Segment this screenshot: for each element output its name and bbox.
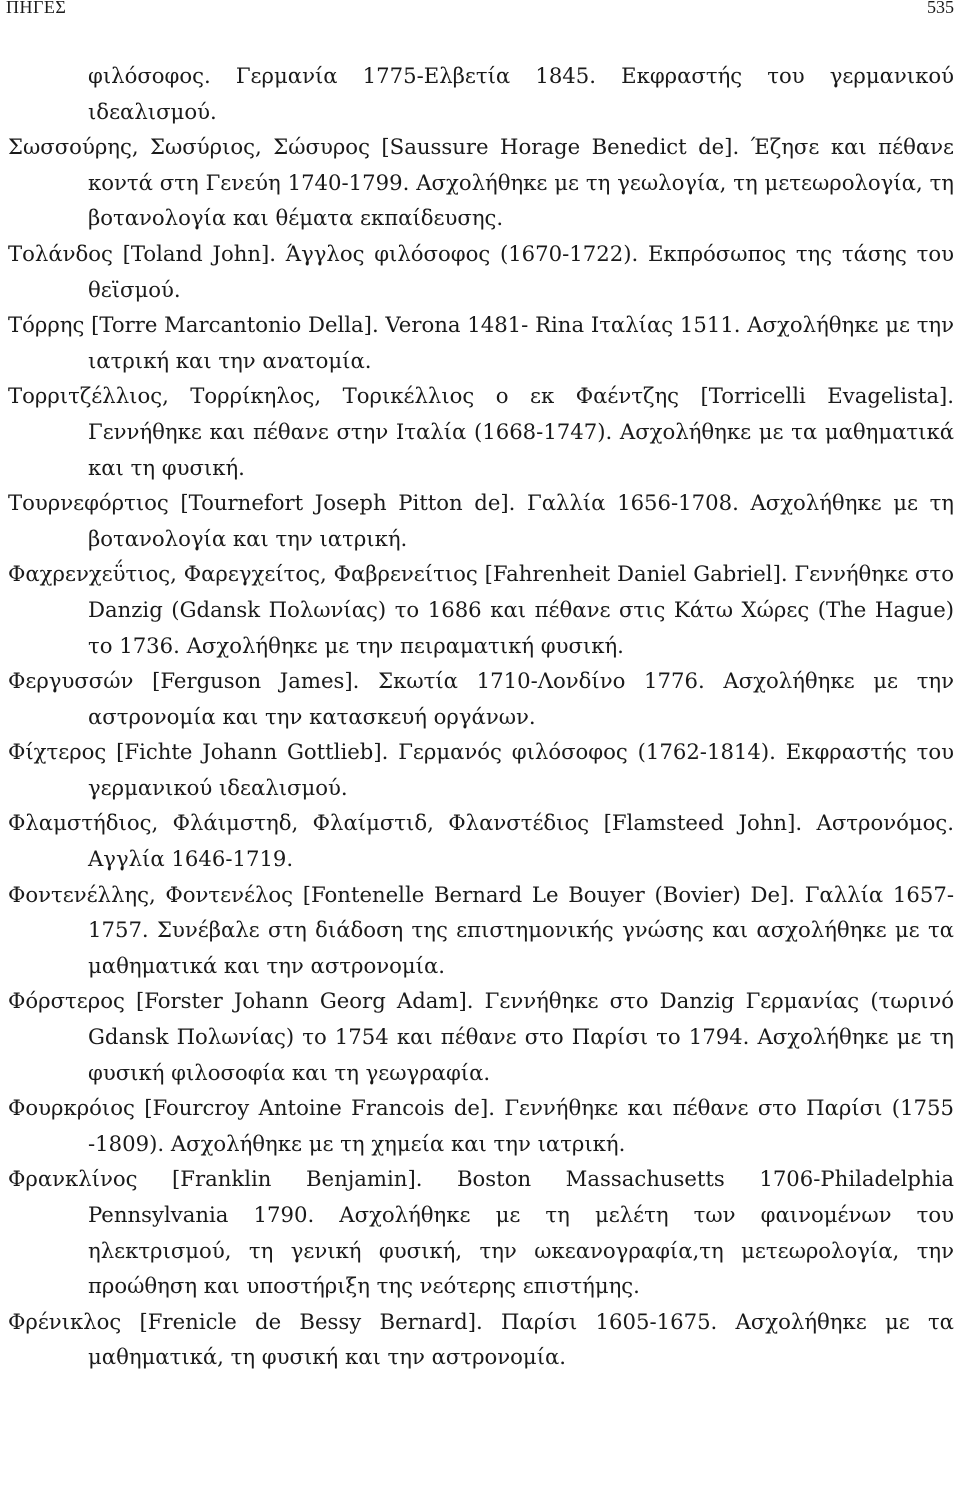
entry-toland: Τολάνδος [Toland John]. Άγγλος φιλόσοφος (1670-1722). Εκπρόσωπος της τάσης του θεϊσμού.	[8, 240, 954, 302]
entry-torre: Τόρρης [Torre Marcantonio Della]. Verona 1481- Rina Ιταλίας 1511. Ασχολήθηκε με την ιατρική και την ανατομία.	[8, 312, 954, 373]
entry-franklin: Φρανκλίνος [Franklin Benjamin]. Boston Massachusetts 1706-Philadelphia Pennsylvania 1790. Ασχολήθηκε με τη μελέτη των φαινομένων του ηλεκτρισμού, τη γενική φυσική, την ωκεανογραφία,τη μετεωρολογία, την προώθηση και υποστήριξη της νεότερης επιστήμης.	[8, 1166, 954, 1299]
entry-torricelli: Τορριτζέλλιος, Τορρίκηλος, Τορικέλλιος ο εκ Φαέντζης [Torricelli Evagelista]. Γεννήθηκε και πέθανε στην Ιταλία (1668-1747). Ασχολήθηκε με τα μαθηματικά και τη φυσική.	[8, 383, 954, 480]
page-number: 535	[927, 0, 954, 17]
entry-fahrenheit: Φαχρενχεΰτιος, Φαρεγχείτος, Φαβρενείτιος [Fahrenheit Daniel Gabriel]. Γεννήθηκε στο Danzig (Gdansk Πολωνίας) το 1686 και πέθανε στις Κάτω Χώρες (The Hague) το 1736. Ασχολήθηκε με την πειραματική φυσική.	[8, 561, 954, 658]
running-head-title: ΠΗΓΕΣ	[6, 0, 67, 17]
entry-forster: Φόρστερος [Forster Johann Georg Adam]. Γεννήθηκε στο Danzig Γερμανίας (τωρινό Gdansk Πολωνίας) το 1754 και πέθανε στο Παρίσι το 1794. Ασχολήθηκε με τη φυσική φιλοσοφία και τη γεωγραφία.	[8, 988, 954, 1085]
entry-continued: φιλόσοφος. Γερμανία 1775-Ελβετία 1845. Εκφραστής του γερμανικού ιδεαλισμού.	[88, 63, 954, 124]
entry-fontenelle: Φοντενέλλης, Φοντενέλος [Fontenelle Bernard Le Bouyer (Bovier) De]. Γαλλία 1657-1757. Συνέβαλε στη διάδοση της επιστημονικής γνώσης και ασχολήθηκε με τα μαθηματικά και την αστρονομία.	[8, 881, 954, 978]
entry-saussure: Σωσσούρης, Σωσύριος, Σώσυρος [Saussure Horage Benedict de]. Έζησε και πέθανε κοντά στη Γενεύη 1740-1799. Ασχολήθηκε με τη γεωλογία, τη μετεωρολογία, τη βοτανολογία και θέματα εκπαίδευσης.	[8, 134, 954, 231]
entry-fichte: Φίχτερος [Fichte Johann Gottlieb]. Γερμανός φιλόσοφος (1762-1814). Εκφραστής του γερμανικού ιδεαλισμού.	[8, 739, 954, 800]
running-head	[0, 0, 960, 22]
entry-frenicle: Φρένικλος [Frenicle de Bessy Bernard]. Παρίσι 1605-1675. Ασχολήθηκε με τα μαθηματικά, τη φυσική και την αστρονομία.	[8, 1308, 954, 1370]
entry-ferguson: Φεργυσσών [Ferguson James]. Σκωτία 1710-Λονδίνο 1776. Ασχολήθηκε με την αστρονομία και την κατασκευή οργάνων.	[8, 668, 954, 729]
entry-fourcroy: Φουρκρόιος [Fourcroy Antoine Francois de]. Γεννήθηκε και πέθανε στο Παρίσι (1755 -1809). Ασχολήθηκε με τη χημεία και την ιατρική.	[8, 1095, 954, 1156]
entry-flamsteed: Φλαμστήδιος, Φλάιμστηδ, Φλαίμστιδ, Φλανστέδιος [Flamsteed John]. Αστρονόμος. Αγγλία 1646-1719.	[8, 810, 954, 872]
entry-tournefort: Τουρνεφόρτιος [Tournefort Joseph Pitton de]. Γαλλία 1656-1708. Ασχολήθηκε με τη βοτανολογία και την ιατρική.	[8, 490, 954, 551]
entry-list	[8, 58, 954, 1375]
